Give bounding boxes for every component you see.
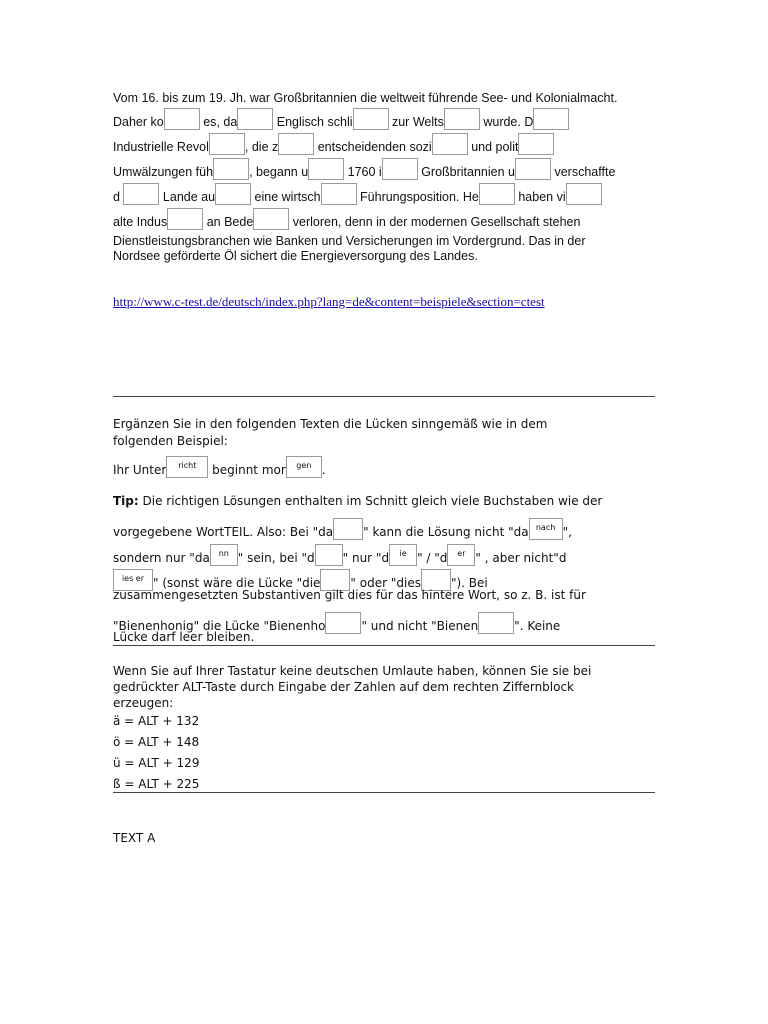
example-gap-answer: gen [296,461,312,470]
umlaut-line-3: erzeugen: [113,696,174,710]
text-fragment: d [113,190,120,204]
tip-text: "Bienenhonig" die Lücke "Bienenho [113,619,326,633]
umlaut-line-1: Wenn Sie auf Ihrer Tastatur keine deutschen Umlaute haben, können Sie sie bei [113,664,592,678]
gap-field[interactable] [167,208,203,230]
gap-field[interactable] [432,133,468,155]
tip-line-3 [113,544,566,566]
text-line-6 [113,208,580,230]
text-fragment: Lande au [162,190,216,204]
text-fragment: und polit [471,140,519,154]
tip-line-7: Lücke darf leer bleiben. [113,630,255,644]
text-fragment: Großbritannien u [421,165,515,179]
text-line-1: Vom 16. bis zum 19. Jh. war Großbritannien die weltweit führende See- und Kolonialmacht. [113,91,618,105]
gap-field[interactable] [123,183,159,205]
gap-field[interactable] [164,108,200,130]
gap-field[interactable] [515,158,551,180]
tip-gap [478,612,514,634]
example-gap [166,456,208,478]
tip-gap [389,544,417,566]
divider [113,645,655,646]
gap-field[interactable] [209,133,245,155]
tip-text: " / "d [417,551,448,565]
text-fragment: 1760 i [347,165,382,179]
text-fragment: Industrielle Revol [113,140,209,154]
umlaut-code-o: ö = ALT + 148 [113,735,200,749]
tip-gap [333,518,363,540]
source-line [113,294,545,310]
gap-field[interactable] [444,108,480,130]
tip-gap [210,544,238,566]
tip-gap [529,518,563,540]
text-fragment: eine wirtsch [254,190,321,204]
text-fragment: haben vi [518,190,566,204]
tip-text: " sein, bei "d [237,551,315,565]
tip-text: ", [562,525,572,539]
example-gap [286,456,322,478]
text-fragment: Umwälzungen füh [113,165,214,179]
instructions-line-2: folgenden Beispiel: [113,434,228,448]
tip-text: Die richtigen Lösungen enthalten im Schnitt gleich viele Buchstaben wie der [142,494,603,508]
text-fragment: es, da [203,115,238,129]
instructions-line-1: Ergänzen Sie in den folgenden Texten die Lücken sinngemäß wie in dem [113,417,548,431]
text-fragment: entscheidenden sozi [317,140,432,154]
gap-field[interactable] [353,108,389,130]
umlaut-line-2: gedrückter ALT-Taste durch Eingabe der Zahlen auf dem rechten Ziffernblock [113,680,575,694]
tip-gap-answer: nn [218,549,229,558]
tip-text: " oder "dies [350,576,421,590]
gap-field[interactable] [321,183,357,205]
text-line-7: Dienstleistungsbranchen wie Banken und Versicherungen im Vordergrund. Das in der [113,234,586,248]
tip-line-1 [113,493,602,509]
tip-text: vorgegebene WortTEIL. Also: Bei "da [113,525,334,539]
text-fragment: wurde. D [483,115,534,129]
umlaut-code-a: ä = ALT + 132 [113,714,200,728]
tip-line-2 [113,518,572,540]
umlaut-code-u: ü = ALT + 129 [113,756,200,770]
gap-field[interactable] [479,183,515,205]
tip-gap-answer: er [457,549,466,558]
example-text: beginnt mor [212,463,286,477]
tip-text: " (sonst wäre die Lücke "die [153,576,321,590]
umlaut-code-ss: ß = ALT + 225 [113,777,200,791]
example-gap-answer: richt [178,461,197,470]
text-fragment: , die z [244,140,279,154]
tip-text: ". Keine [514,619,561,633]
text-line-4 [113,158,615,180]
gap-field[interactable] [382,158,418,180]
text-fragment: verloren, denn in der modernen Gesellschaft stehen [292,215,581,229]
example-line [113,456,326,478]
source-link[interactable]: http://www.c-test.de/deutsch/index.php?lang=de&content=beispiele&section=ctest [113,294,545,309]
example-text: Ihr Unter [113,463,167,477]
text-line-2 [113,108,569,130]
divider [113,792,655,793]
tip-line-5: zusammengesetzten Substantiven gilt dies für das hintere Wort, so z. B. ist für [113,588,586,602]
text-fragment: , begann u [249,165,309,179]
gap-field[interactable] [237,108,273,130]
tip-gap [325,612,361,634]
text-fragment: alte Indus [113,215,168,229]
text-line-3 [113,133,554,155]
gap-field[interactable] [566,183,602,205]
tip-gap [447,544,475,566]
section-heading: TEXT A [113,831,156,845]
text-fragment: zur Welts [391,115,444,129]
tip-text: "). Bei [450,576,488,590]
gap-field[interactable] [518,133,554,155]
tip-text: sondern nur "da [113,551,210,565]
text-fragment: verschaffte [554,165,616,179]
tip-gap-answer: ies er [121,574,145,583]
tip-text: " kann die Lösung nicht "da [363,525,529,539]
gap-field[interactable] [253,208,289,230]
gap-field[interactable] [533,108,569,130]
tip-gap-answer: ie [399,549,407,558]
text-line-8: Nordsee geförderte Öl sichert die Energieversorgung des Landes. [113,249,478,263]
text-fragment: Führungsposition. He [360,190,479,204]
tip-label: Tip: [113,494,139,508]
tip-gap-answer: nach [535,523,556,532]
gap-field[interactable] [278,133,314,155]
tip-text: " nur "d [342,551,390,565]
gap-field[interactable] [213,158,249,180]
example-text: . [321,463,326,477]
text-fragment: Daher ko [113,115,164,129]
text-fragment: an Bede [206,215,254,229]
text-line-5 [113,183,602,205]
tip-text: " und nicht "Bienen [361,619,479,633]
divider [113,396,655,397]
text-fragment: Englisch schli [276,115,353,129]
tip-text: " , aber nicht"d [475,551,567,565]
tip-gap [315,544,343,566]
gap-field[interactable] [215,183,251,205]
gap-field[interactable] [308,158,344,180]
